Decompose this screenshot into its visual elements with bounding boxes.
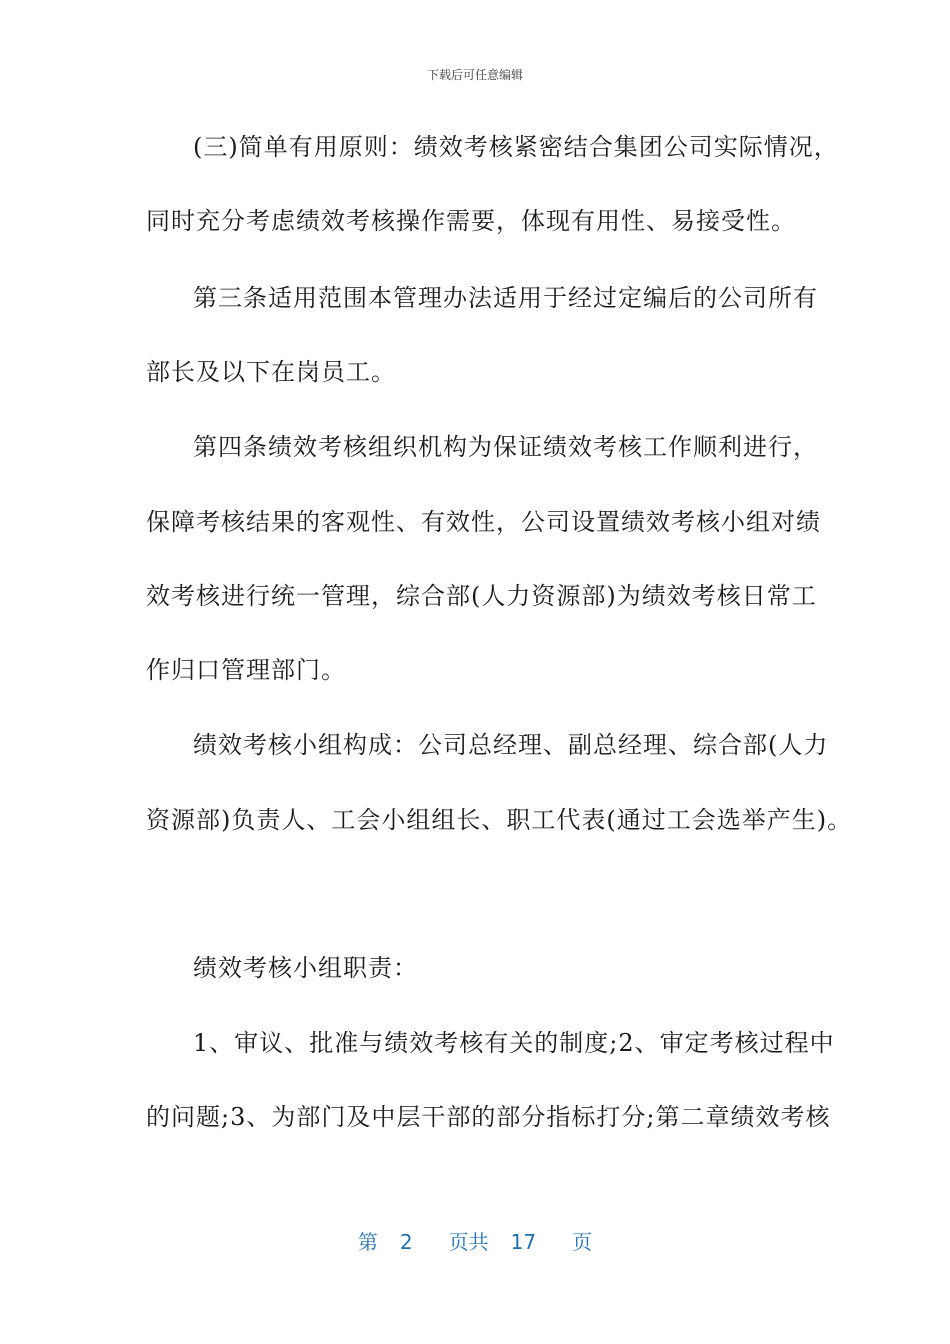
paragraph-line: 第三条适用范围本管理办法适用于经过定编后的公司所有 [193, 284, 818, 312]
paragraph-line: 绩效考核小组构成：公司总经理、副总经理、综合部(人力 [193, 731, 829, 759]
paragraph-line: 同时充分考虑绩效考核操作需要，体现有用性、易接受性。 [146, 207, 796, 235]
paragraph-line: 第四条绩效考核组织机构为保证绩效考核工作顺利进行， [193, 433, 818, 461]
paragraph-line: 作归口管理部门。 [146, 656, 346, 684]
paragraph-line: 绩效考核小组职责： [193, 954, 418, 982]
paragraph-line: 效考核进行统一管理，综合部(人力资源部)为绩效考核日常工 [146, 582, 817, 610]
footer-page-number: 2 [399, 1230, 413, 1254]
paragraph-line: 保障考核结果的客观性、有效性，公司设置绩效考核小组对绩 [146, 508, 821, 536]
paragraph-line: 资源部)负责人、工会小组组长、职工代表(通过工会选举产生)。 [146, 806, 853, 834]
paragraph-line: 1、审议、批准与绩效考核有关的制度;2、审定考核过程中 [193, 1029, 835, 1057]
page-footer [0, 1226, 950, 1255]
footer-page-prefix: 第 [357, 1230, 378, 1254]
footer-page-suffix: 页 [572, 1230, 593, 1254]
page-header-note: 下载后可任意编辑 [426, 68, 523, 82]
footer-page-total: 17 [510, 1230, 537, 1254]
paragraph-line: (三)简单有用原则：绩效考核紧密结合集团公司实际情况， [193, 133, 839, 161]
paragraph-line: 部长及以下在岗员工。 [146, 358, 396, 386]
footer-page-mid: 页共 [448, 1230, 489, 1254]
paragraph-line: 的问题;3、为部门及中层干部的部分指标打分;第二章绩效考核 [146, 1103, 831, 1131]
